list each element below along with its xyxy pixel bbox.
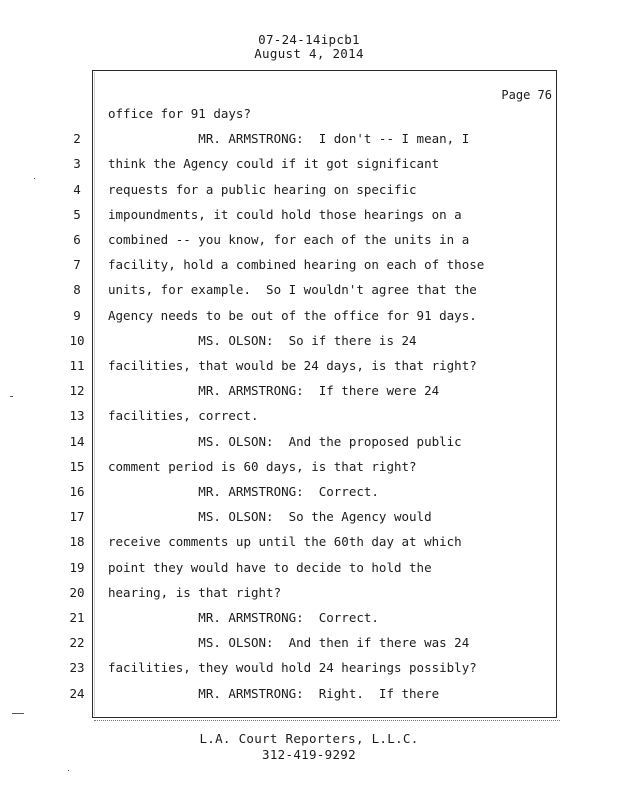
line-text: MS. OLSON: So the Agency would	[108, 509, 432, 525]
line-number: 8	[73, 282, 81, 298]
line-text: impoundments, it could hold those hearings on a	[108, 206, 462, 222]
line-number: 20	[69, 584, 85, 600]
transcript-line	[0, 561, 618, 586]
header-date: August 4, 2014	[254, 46, 364, 61]
line-text: facilities, they would hold 24 hearings possibly?	[108, 660, 477, 676]
line-text: MR. ARMSTRONG: Correct.	[108, 484, 379, 499]
line-number: 5	[73, 206, 81, 222]
line-number: 3	[73, 156, 81, 172]
line-number: 4	[73, 181, 81, 197]
line-text: facility, hold a combined hearing on each of those	[108, 257, 485, 273]
transcript-line	[0, 334, 618, 359]
transcript-line	[0, 107, 618, 132]
line-number: 11	[69, 358, 85, 373]
header-filename: 07-24-14ipcb1	[258, 32, 360, 47]
line-text: MR. ARMSTRONG: Correct.	[108, 610, 379, 625]
line-text: comment period is 60 days, is that right?	[108, 458, 417, 474]
transcript-line	[0, 309, 618, 334]
line-text: think the Agency could if it got significant	[108, 156, 440, 172]
transcript-header	[0, 33, 618, 61]
line-number: 22	[69, 635, 85, 651]
line-number: 9	[73, 307, 81, 323]
transcript-line	[0, 535, 618, 560]
line-text: requests for a public hearing on specific	[108, 181, 417, 197]
line-number: 19	[69, 559, 85, 575]
page-number: Page 76	[501, 88, 552, 102]
line-number: 23	[69, 660, 85, 676]
line-text: hearing, is that right?	[108, 584, 282, 600]
line-number: 21	[69, 610, 85, 625]
line-number: 12	[69, 383, 85, 399]
transcript-line	[0, 283, 618, 308]
transcript-line	[0, 157, 618, 182]
line-text: MR. ARMSTRONG: I don't -- I mean, I	[108, 131, 470, 147]
line-number: 14	[69, 433, 85, 449]
line-text: MR. ARMSTRONG: Right. If there	[108, 685, 440, 701]
line-number: 2	[73, 131, 81, 147]
transcript-line	[0, 183, 618, 208]
line-text: Agency needs to be out of the office for 91 days.	[108, 307, 477, 323]
footer-company: L.A. Court Reporters, L.L.C.	[199, 731, 419, 746]
transcript-line	[0, 435, 618, 460]
transcript-line	[0, 611, 618, 636]
transcript-footer	[0, 731, 618, 763]
transcript-line	[0, 687, 618, 712]
line-text: facilities, that would be 24 days, is that right?	[108, 358, 477, 373]
line-text: combined -- you know, for each of the units in a	[108, 232, 470, 247]
transcript-line	[0, 510, 618, 535]
line-text: office for 91 days?	[108, 106, 251, 121]
line-number: 24	[69, 685, 85, 701]
line-number: 17	[69, 509, 85, 525]
line-number: 18	[69, 534, 85, 550]
transcript-line	[0, 460, 618, 485]
transcript-line	[0, 208, 618, 233]
transcript-line	[0, 636, 618, 661]
transcript-line	[0, 359, 618, 384]
line-number: 10	[69, 332, 85, 348]
frame-bottom-shadow	[94, 720, 560, 722]
transcript-line	[0, 586, 618, 611]
line-text: units, for example. So I wouldn't agree that the	[108, 282, 477, 298]
line-number: 7	[73, 257, 81, 273]
line-number: 13	[69, 408, 85, 424]
transcript-line	[0, 384, 618, 409]
line-number: 16	[69, 484, 85, 499]
scan-speck	[10, 396, 13, 397]
line-text: facilities, correct.	[108, 408, 259, 424]
transcript-line	[0, 661, 618, 686]
line-text: MS. OLSON: And the proposed public	[108, 433, 462, 449]
transcript-line	[0, 409, 618, 434]
scan-speck	[68, 770, 69, 771]
line-text: MS. OLSON: And then if there was 24	[108, 635, 470, 651]
line-text: receive comments up until the 60th day at which	[108, 534, 462, 550]
transcript-line	[0, 258, 618, 283]
line-text: MS. OLSON: So if there is 24	[108, 332, 417, 348]
line-number: 6	[73, 232, 81, 247]
scan-speck	[12, 713, 24, 714]
transcript-line	[0, 132, 618, 157]
scan-speck	[34, 178, 35, 179]
line-text: point they would have to decide to hold the	[108, 559, 432, 575]
line-number: 15	[69, 458, 85, 474]
transcript-line	[0, 233, 618, 258]
footer-phone: 312-419-9292	[262, 747, 356, 762]
line-text: MR. ARMSTRONG: If there were 24	[108, 383, 440, 399]
transcript-line	[0, 485, 618, 510]
